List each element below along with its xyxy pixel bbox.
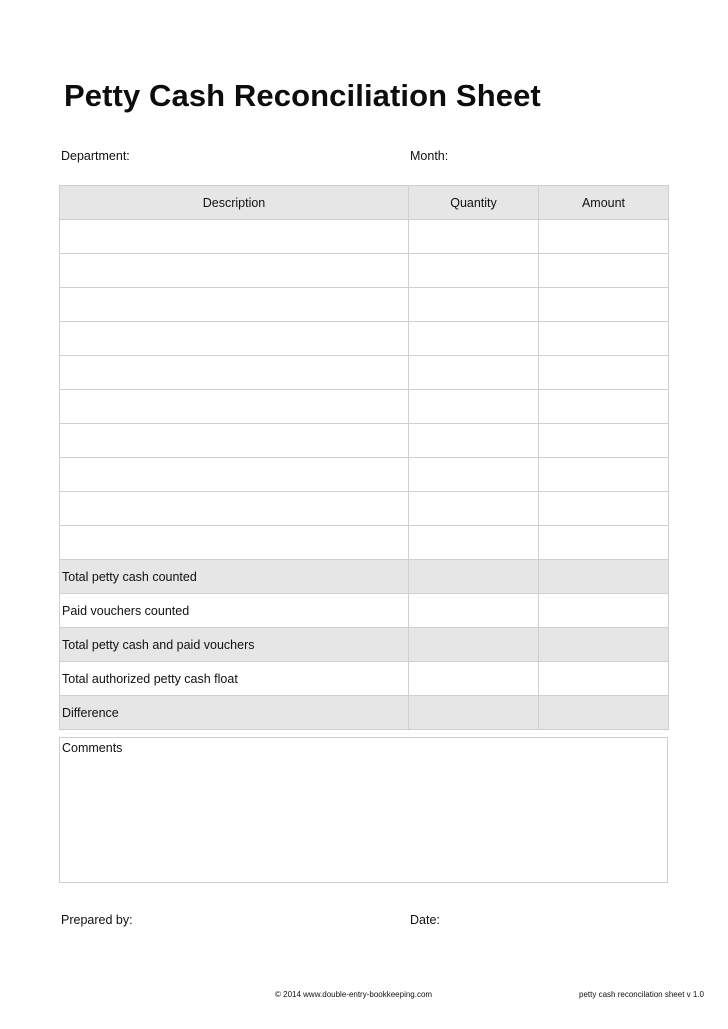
description-cell[interactable] — [60, 458, 409, 492]
quantity-cell[interactable] — [409, 424, 539, 458]
description-cell[interactable] — [60, 390, 409, 424]
quantity-cell[interactable] — [409, 458, 539, 492]
page-title: Petty Cash Reconciliation Sheet — [64, 78, 541, 113]
amount-cell[interactable] — [539, 628, 669, 662]
table-row — [60, 492, 669, 526]
quantity-cell[interactable] — [409, 356, 539, 390]
header-description: Description — [60, 186, 409, 220]
date-label: Date: — [410, 913, 440, 927]
table-row — [60, 390, 669, 424]
quantity-cell[interactable] — [409, 390, 539, 424]
header-quantity: Quantity — [409, 186, 539, 220]
amount-cell[interactable] — [539, 526, 669, 560]
table-row — [60, 458, 669, 492]
prepared-by-label: Prepared by: — [61, 913, 133, 927]
table-row — [60, 220, 669, 254]
comments-box[interactable] — [59, 737, 668, 883]
quantity-cell[interactable] — [409, 492, 539, 526]
quantity-cell[interactable] — [409, 662, 539, 696]
amount-cell[interactable] — [539, 424, 669, 458]
amount-cell[interactable] — [539, 254, 669, 288]
table-row — [60, 526, 669, 560]
amount-cell[interactable] — [539, 322, 669, 356]
quantity-cell[interactable] — [409, 594, 539, 628]
amount-cell[interactable] — [539, 220, 669, 254]
table-row — [60, 356, 669, 390]
table-row — [60, 322, 669, 356]
quantity-cell[interactable] — [409, 560, 539, 594]
description-cell[interactable] — [60, 526, 409, 560]
amount-cell[interactable] — [539, 696, 669, 730]
footer-copyright: © 2014 www.double-entry-bookkeeping.com — [275, 990, 433, 999]
table-row — [60, 288, 669, 322]
amount-cell[interactable] — [539, 458, 669, 492]
description-cell[interactable] — [60, 492, 409, 526]
description-cell[interactable] — [60, 254, 409, 288]
quantity-cell[interactable] — [409, 288, 539, 322]
amount-cell[interactable] — [539, 390, 669, 424]
description-cell[interactable] — [60, 288, 409, 322]
table-row — [60, 254, 669, 288]
summary-label: Paid vouchers counted — [60, 594, 409, 628]
quantity-cell[interactable] — [409, 322, 539, 356]
summary-label: Total authorized petty cash float — [60, 662, 409, 696]
summary-row — [60, 662, 669, 696]
department-label: Department: — [61, 149, 130, 163]
amount-cell[interactable] — [539, 356, 669, 390]
quantity-cell[interactable] — [409, 628, 539, 662]
summary-row — [60, 696, 669, 730]
description-cell[interactable] — [60, 220, 409, 254]
summary-row — [60, 560, 669, 594]
table-row — [60, 424, 669, 458]
header-amount: Amount — [539, 186, 669, 220]
description-cell[interactable] — [60, 356, 409, 390]
comments-label: Comments — [62, 741, 123, 755]
amount-cell[interactable] — [539, 288, 669, 322]
summary-row — [60, 594, 669, 628]
summary-row — [60, 628, 669, 662]
amount-cell[interactable] — [539, 492, 669, 526]
quantity-cell[interactable] — [409, 696, 539, 730]
table-header-row — [60, 186, 669, 220]
footer-version: petty cash reconcilation sheet v 1.0 — [579, 990, 704, 999]
reconciliation-table — [59, 185, 669, 730]
quantity-cell[interactable] — [409, 254, 539, 288]
summary-label: Total petty cash counted — [60, 560, 409, 594]
amount-cell[interactable] — [539, 662, 669, 696]
summary-label: Difference — [60, 696, 409, 730]
description-cell[interactable] — [60, 424, 409, 458]
month-label: Month: — [410, 149, 449, 163]
quantity-cell[interactable] — [409, 526, 539, 560]
quantity-cell[interactable] — [409, 220, 539, 254]
summary-label: Total petty cash and paid vouchers — [60, 628, 409, 662]
amount-cell[interactable] — [539, 560, 669, 594]
description-cell[interactable] — [60, 322, 409, 356]
amount-cell[interactable] — [539, 594, 669, 628]
